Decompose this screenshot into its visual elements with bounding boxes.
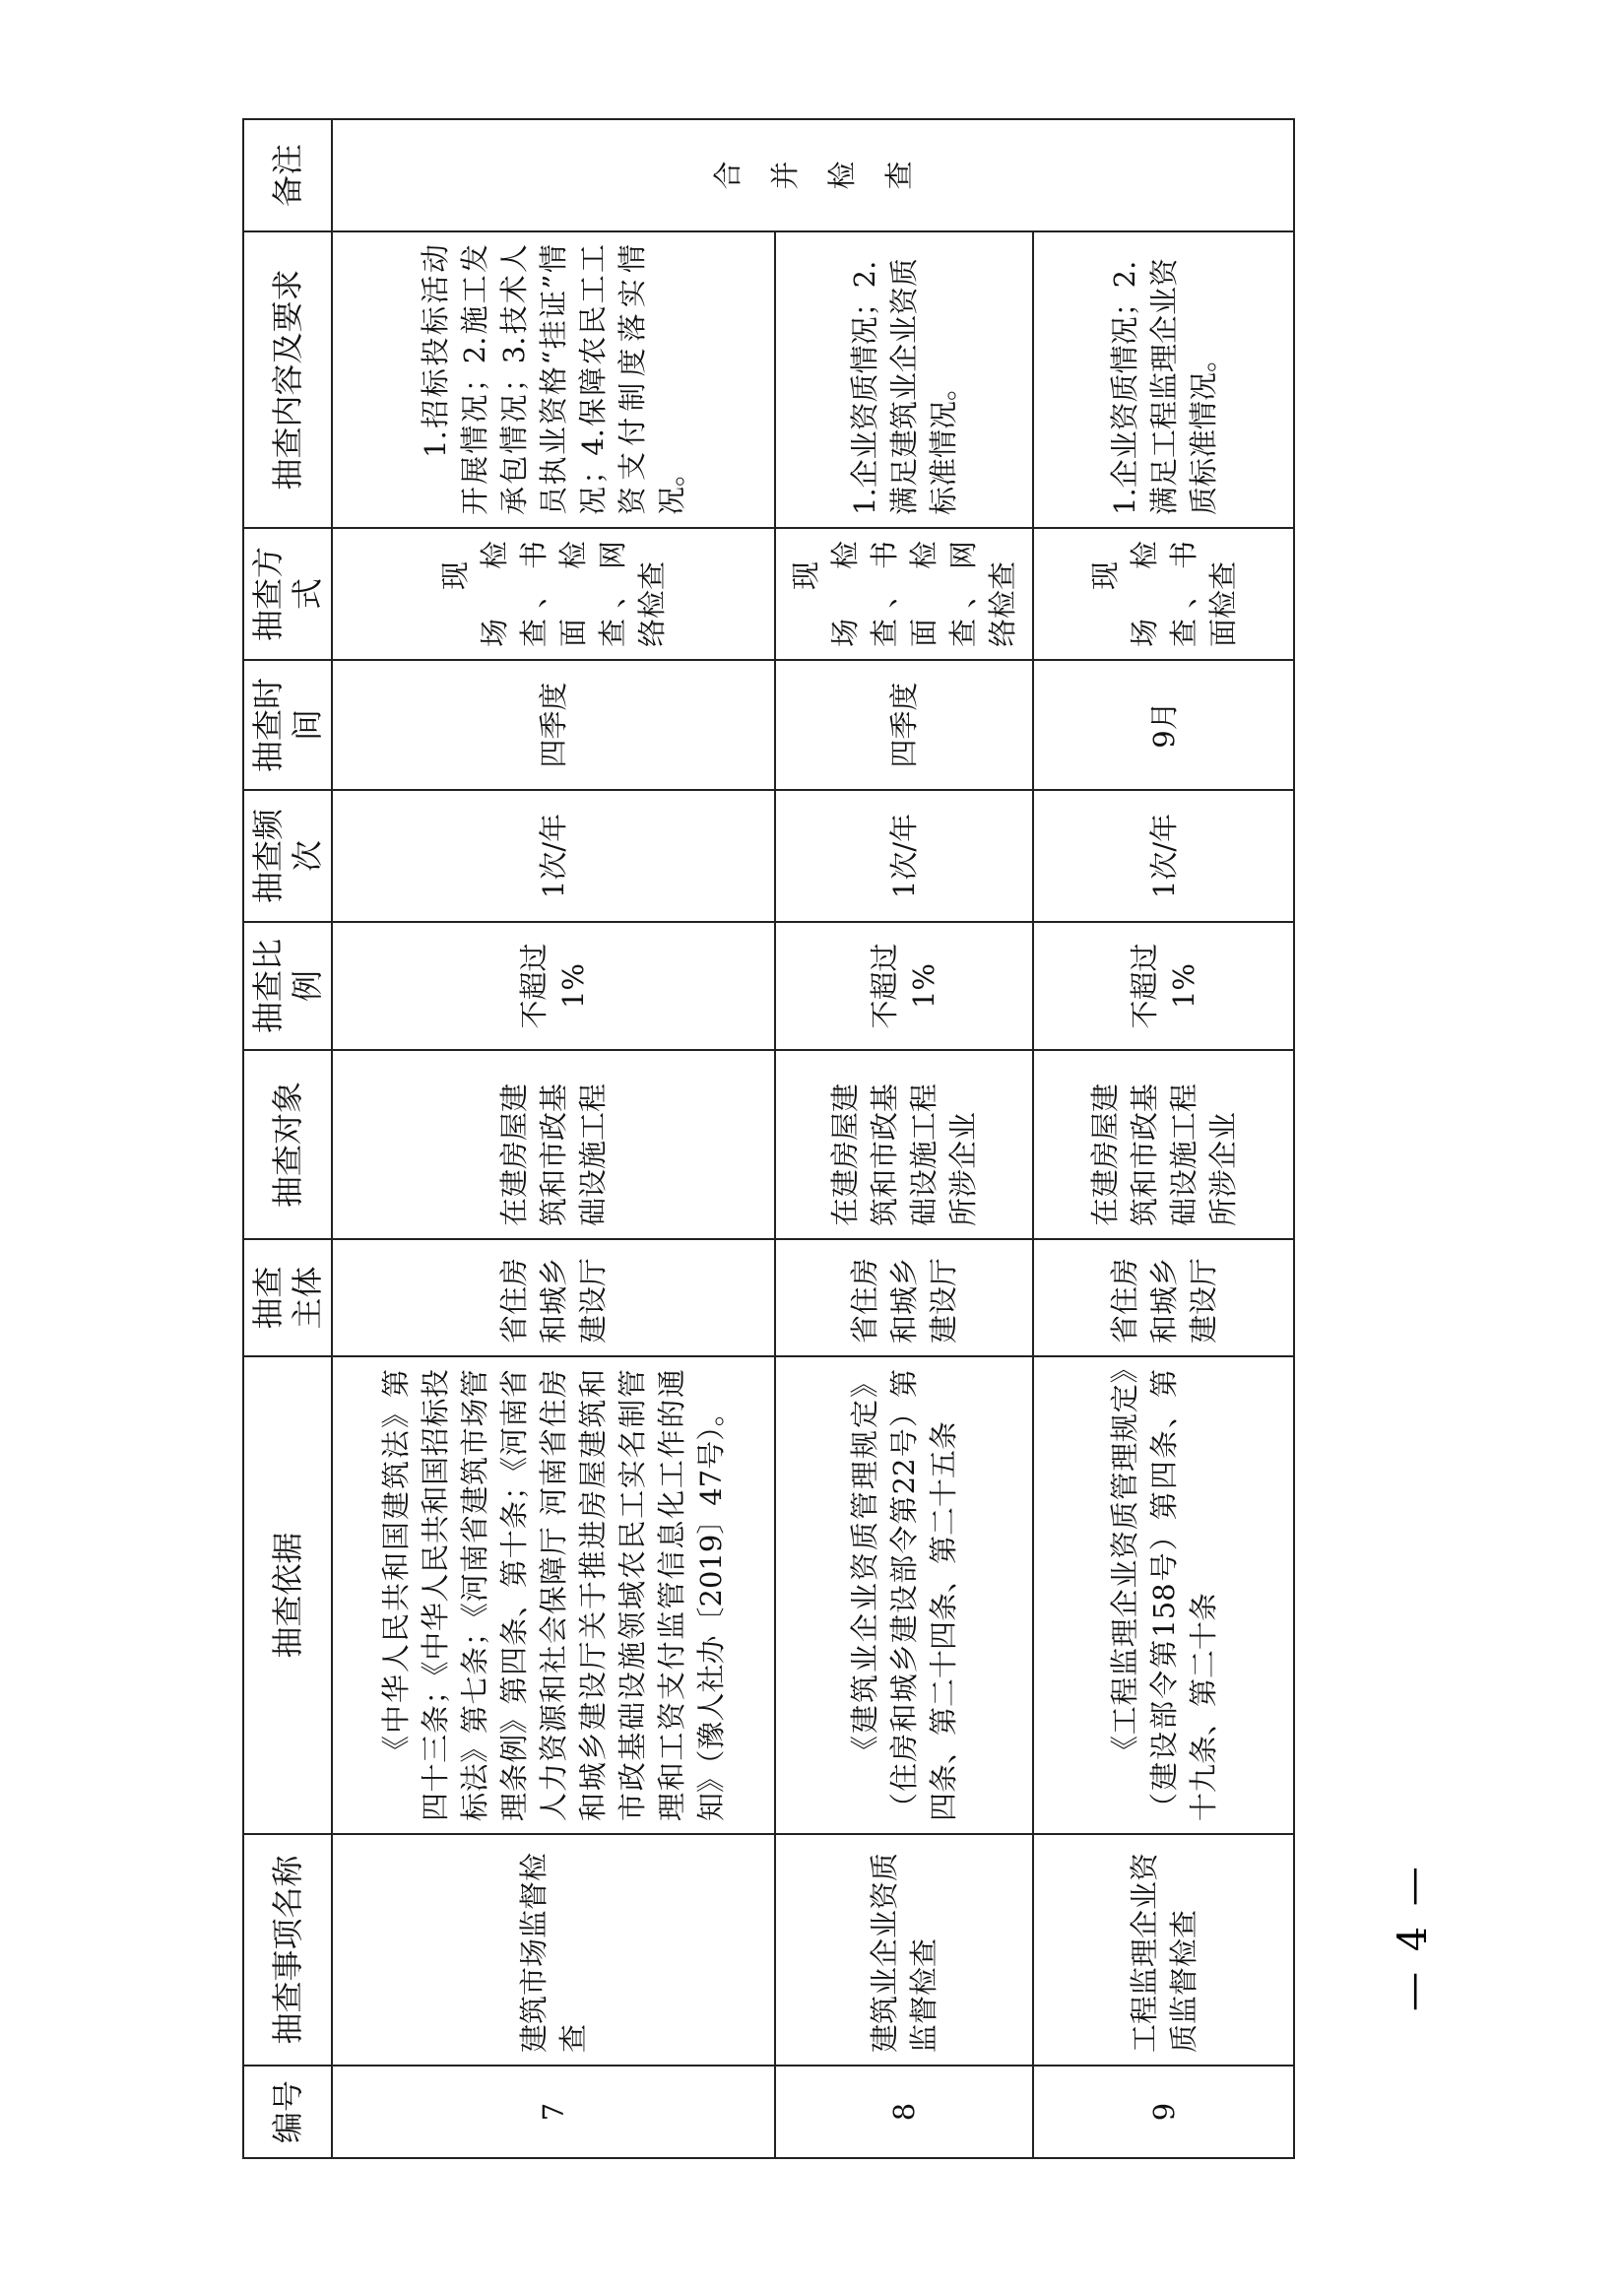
cell-ratio: 不超过1% [1033, 922, 1294, 1050]
header-content: 抽查内容及要求 [243, 231, 332, 528]
header-method: 抽查方式 [243, 528, 332, 660]
cell-time: 9月 [1033, 660, 1294, 790]
table-row [332, 119, 775, 2158]
header-frequency: 抽查频次 [243, 790, 332, 922]
inspection-table [242, 118, 1295, 2159]
table-row [1033, 119, 1294, 2158]
cell-content: 1.企业资质情况；2.满足工程监理企业资质标准情况。 [1033, 231, 1294, 528]
remark-text: 合并检查 [710, 161, 916, 190]
cell-content: 1.企业资质情况；2.满足建筑业企业资质标准情况。 [775, 231, 1033, 528]
cell-subject: 省住房和城乡建设厅 [1033, 1239, 1294, 1356]
cell-subject: 省住房和城乡建设厅 [775, 1239, 1033, 1356]
cell-ratio: 不超过1% [775, 922, 1033, 1050]
page-number: — 4 — [1391, 1863, 1436, 2011]
cell-basis: 《工程监理企业资质管理规定》（建设部令第158号）第四条、第十九条、第二十条 [1033, 1356, 1294, 1834]
cell-remark [332, 119, 1294, 231]
cell-basis: 《中华人民共和国建筑法》第四十三条；《中华人民共和国招标投标法》第七条；《河南省建筑市场管理条例》第四条、第十条；《河南省人力资源和社会保障厅 河南省住房和城乡建设厅关于推进房屋建筑和市政基础设施领域农民工实名制管理和工资支付监管信息化工作的通知》（豫人社办〔2019〕47号）。 [332, 1356, 775, 1834]
cell-object: 在建房屋建筑和市政基础设施工程 [332, 1050, 775, 1239]
table-row [775, 119, 1033, 2158]
cell-frequency: 1次/年 [775, 790, 1033, 922]
cell-content: 1.招标投标活动开展情况；2.施工发承包情况；3.技术人员执业资格“挂证”情况；4.保障农民工工资支付制度落实情况。 [332, 231, 775, 528]
header-no: 编号 [243, 2066, 332, 2158]
cell-subject: 省住房和城乡建设厅 [332, 1239, 775, 1356]
cell-ratio: 不超过1% [332, 922, 775, 1050]
cell-object: 在建房屋建筑和市政基础设施工程所涉企业 [1033, 1050, 1294, 1239]
header-basis: 抽查依据 [243, 1356, 332, 1834]
cell-object: 在建房屋建筑和市政基础设施工程所涉企业 [775, 1050, 1033, 1239]
cell-time: 四季度 [332, 660, 775, 790]
header-subject: 抽查主体 [243, 1239, 332, 1356]
cell-no: 9 [1033, 2066, 1294, 2158]
header-time: 抽查时间 [243, 660, 332, 790]
rotated-page [242, 120, 1436, 2159]
cell-method: 现场检查、书面检查 [1033, 528, 1294, 660]
cell-method: 现场检查、书面检查、网络检查 [332, 528, 775, 660]
header-ratio: 抽查比例 [243, 922, 332, 1050]
table-header-row [243, 119, 332, 2158]
cell-frequency: 1次/年 [332, 790, 775, 922]
cell-no: 7 [332, 2066, 775, 2158]
header-name: 抽查事项名称 [243, 1834, 332, 2066]
cell-frequency: 1次/年 [1033, 790, 1294, 922]
cell-no: 8 [775, 2066, 1033, 2158]
cell-time: 四季度 [775, 660, 1033, 790]
cell-name: 建筑业企业资质监督检查 [775, 1834, 1033, 2066]
cell-name: 建筑市场监督检查 [332, 1834, 775, 2066]
cell-method: 现场检查、书面检查、网络检查 [775, 528, 1033, 660]
header-remark: 备注 [243, 119, 332, 231]
cell-name: 工程监理企业资质监督检查 [1033, 1834, 1294, 2066]
header-object: 抽查对象 [243, 1050, 332, 1239]
cell-basis: 《建筑业企业资质管理规定》（住房和城乡建设部令第22号）第四条、第二十四条、第二十五条 [775, 1356, 1033, 1834]
